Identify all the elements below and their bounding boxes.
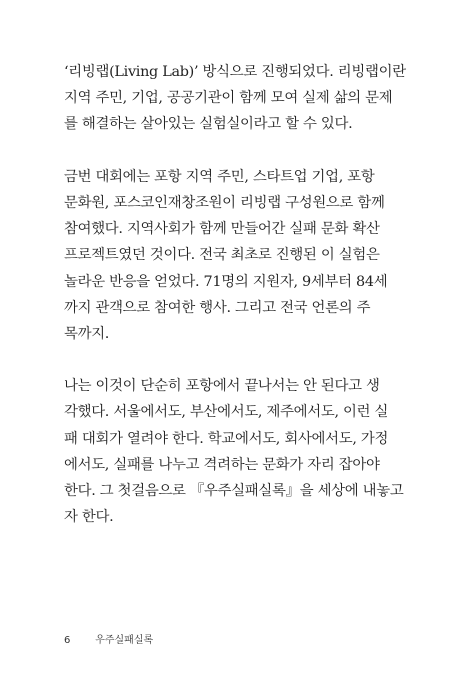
- text-line: 지역 주민, 기업, 공공기관이 함께 모여 실제 삶의 문제: [64, 90, 393, 107]
- text-line: 문화원, 포스코인재창조원이 리빙랩 구성원으로 함께: [64, 194, 385, 211]
- text-line: 나는 이것이 단순히 포항에서 끝나서는 안 된다고 생: [64, 378, 380, 395]
- text-line: 를 해결하는 살아있는 실험실이라고 할 수 있다.: [64, 116, 353, 133]
- page-number: 6: [64, 635, 71, 646]
- text-line: 각했다. 서울에서도, 부산에서도, 제주에서도, 이런 실: [64, 404, 389, 421]
- paragraph-3: [64, 373, 410, 530]
- running-title: 우주실패실록: [95, 635, 154, 646]
- text-line: 패 대회가 열려야 한다. 학교에서도, 회사에서도, 가정: [64, 430, 389, 447]
- text-line: 금번 대회에는 포항 지역 주민, 스타트업 기업, 포항: [64, 168, 375, 185]
- text-line: 자 한다.: [64, 509, 114, 526]
- text-line: 에서도, 실패를 나누고 격려하는 문화가 자리 잡아야: [64, 456, 380, 473]
- body-text: [64, 59, 410, 530]
- text-line: 까지 관객으로 참여한 행사. 그리고 전국 언론의 주: [64, 299, 371, 316]
- page-footer: [64, 631, 153, 646]
- text-line: 프로젝트였던 것이다. 전국 최초로 진행된 이 실험은: [64, 247, 380, 264]
- paragraph-2: [64, 164, 410, 347]
- text-line: 참여했다. 지역사회가 함께 만들어간 실패 문화 확산: [64, 221, 380, 238]
- text-line: 놀라운 반응을 얻었다. 71명의 지원자, 9세부터 84세: [64, 273, 388, 290]
- text-line: 목까지.: [64, 325, 110, 342]
- text-line: 한다. 그 첫걸음으로 『우주실패실록』을 세상에 내놓고: [64, 483, 404, 499]
- paragraph-gap: [64, 138, 410, 164]
- text-line: ‘리빙랩(Living Lab)’ 방식으로 진행되었다. 리빙랩이란: [64, 64, 406, 80]
- paragraph-gap: [64, 347, 410, 373]
- paragraph-1: [64, 59, 410, 138]
